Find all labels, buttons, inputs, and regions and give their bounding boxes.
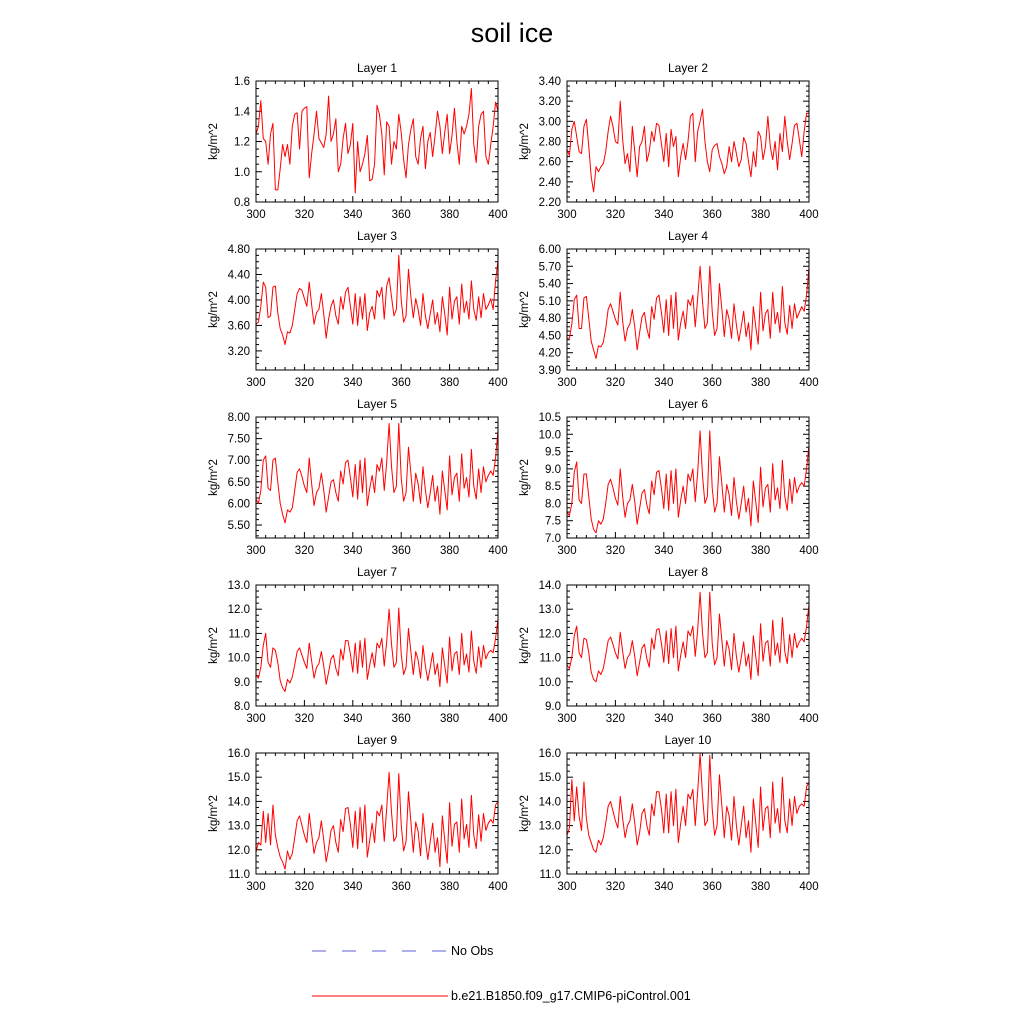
x-tick-label: 340 bbox=[343, 881, 363, 893]
y-tick-label: 7.5 bbox=[545, 515, 561, 528]
plot-frame bbox=[256, 81, 498, 202]
y-tick-label: 12.0 bbox=[227, 604, 250, 617]
y-tick-label: 11.0 bbox=[228, 869, 250, 881]
y-tick-label: 10.5 bbox=[538, 412, 561, 424]
y-tick-label: 3.00 bbox=[538, 116, 561, 129]
x-tick-label: 360 bbox=[702, 545, 722, 557]
x-tick-label: 340 bbox=[654, 377, 674, 389]
x-tick-label: 400 bbox=[488, 713, 508, 725]
y-tick-label: 1.2 bbox=[234, 136, 250, 149]
x-tick-label: 300 bbox=[246, 545, 266, 557]
x-tick-label: 300 bbox=[557, 881, 577, 893]
x-tick-label: 300 bbox=[246, 713, 266, 725]
y-tick-label: 4.80 bbox=[227, 244, 250, 256]
x-tick-label: 380 bbox=[751, 545, 771, 557]
x-tick-label: 300 bbox=[557, 545, 577, 557]
x-tick-label: 320 bbox=[605, 377, 625, 389]
x-tick-label: 360 bbox=[702, 713, 722, 725]
panel-title: Layer 5 bbox=[356, 397, 398, 411]
series-line bbox=[256, 423, 498, 522]
panel-title: Layer 3 bbox=[356, 229, 398, 243]
y-axis-label: kg/m^2 bbox=[208, 459, 220, 496]
panel-title: Layer 6 bbox=[667, 397, 709, 411]
plot-frame bbox=[567, 249, 809, 370]
panel-3 bbox=[208, 229, 508, 389]
y-tick-label: 11.0 bbox=[539, 869, 561, 881]
x-tick-label: 340 bbox=[343, 713, 363, 725]
legend-label-model: b.e21.B1850.f09_g17.CMIP6-piControl.001 bbox=[451, 989, 691, 1003]
y-tick-label: 14.0 bbox=[227, 796, 250, 809]
panel-4 bbox=[519, 229, 819, 389]
legend-label-no-obs: No Obs bbox=[451, 944, 494, 958]
x-tick-label: 360 bbox=[702, 209, 722, 221]
x-tick-label: 320 bbox=[294, 377, 314, 389]
y-tick-label: 3.40 bbox=[538, 76, 561, 88]
y-tick-label: 9.5 bbox=[545, 446, 561, 459]
panel-title: Layer 9 bbox=[356, 733, 398, 747]
panel-title: Layer 2 bbox=[667, 61, 709, 75]
y-tick-label: 4.50 bbox=[538, 330, 561, 343]
series-line bbox=[567, 266, 809, 358]
x-tick-label: 400 bbox=[799, 209, 819, 221]
x-tick-label: 380 bbox=[751, 713, 771, 725]
panel-7 bbox=[208, 565, 508, 725]
y-axis-label: kg/m^2 bbox=[519, 795, 531, 832]
x-tick-label: 400 bbox=[488, 377, 508, 389]
x-tick-label: 380 bbox=[751, 209, 771, 221]
x-tick-label: 360 bbox=[391, 209, 411, 221]
x-tick-label: 320 bbox=[294, 713, 314, 725]
x-tick-label: 400 bbox=[488, 881, 508, 893]
plot-frame bbox=[567, 585, 809, 706]
y-axis-label: kg/m^2 bbox=[519, 123, 531, 160]
y-tick-label: 4.20 bbox=[538, 347, 561, 360]
y-tick-label: 5.10 bbox=[538, 295, 561, 308]
panel-2 bbox=[519, 61, 819, 221]
y-tick-label: 4.80 bbox=[538, 313, 561, 326]
plot-frame bbox=[567, 753, 809, 874]
panel-title: Layer 10 bbox=[664, 733, 712, 747]
y-tick-label: 11.0 bbox=[228, 628, 250, 641]
x-tick-label: 320 bbox=[294, 545, 314, 557]
y-tick-label: 14.0 bbox=[538, 796, 561, 809]
y-tick-label: 3.20 bbox=[538, 96, 561, 109]
y-axis-label: kg/m^2 bbox=[208, 123, 220, 160]
y-tick-label: 8.0 bbox=[545, 498, 561, 511]
y-axis-label: kg/m^2 bbox=[208, 795, 220, 832]
y-tick-label: 3.90 bbox=[538, 365, 561, 377]
x-tick-label: 320 bbox=[605, 713, 625, 725]
x-tick-label: 300 bbox=[557, 377, 577, 389]
panel-5 bbox=[208, 397, 508, 557]
x-tick-label: 360 bbox=[702, 881, 722, 893]
y-tick-label: 0.8 bbox=[234, 197, 250, 209]
panel-title: Layer 8 bbox=[667, 565, 709, 579]
y-tick-label: 10.0 bbox=[227, 652, 250, 665]
x-tick-label: 380 bbox=[440, 881, 460, 893]
panel-title: Layer 7 bbox=[356, 565, 398, 579]
y-tick-label: 4.00 bbox=[227, 294, 250, 307]
y-axis-label: kg/m^2 bbox=[519, 459, 531, 496]
y-tick-label: 1.6 bbox=[234, 76, 250, 88]
y-tick-label: 9.0 bbox=[545, 463, 561, 476]
x-tick-label: 360 bbox=[391, 545, 411, 557]
x-tick-label: 320 bbox=[294, 209, 314, 221]
x-tick-label: 340 bbox=[654, 881, 674, 893]
x-tick-label: 300 bbox=[557, 713, 577, 725]
series-line bbox=[256, 608, 498, 691]
x-tick-label: 340 bbox=[654, 713, 674, 725]
y-tick-label: 9.0 bbox=[234, 676, 250, 689]
x-tick-label: 400 bbox=[488, 209, 508, 221]
x-tick-label: 320 bbox=[605, 881, 625, 893]
x-tick-label: 360 bbox=[391, 713, 411, 725]
x-tick-label: 320 bbox=[605, 545, 625, 557]
x-tick-label: 340 bbox=[654, 209, 674, 221]
y-tick-label: 5.40 bbox=[538, 278, 561, 291]
x-tick-label: 300 bbox=[246, 209, 266, 221]
series-line bbox=[567, 431, 809, 533]
x-tick-label: 300 bbox=[557, 209, 577, 221]
x-tick-label: 320 bbox=[605, 209, 625, 221]
series-line bbox=[256, 89, 498, 193]
series-line bbox=[567, 101, 809, 192]
y-axis-label: kg/m^2 bbox=[208, 291, 220, 328]
y-tick-label: 13.0 bbox=[227, 820, 250, 833]
x-tick-label: 400 bbox=[799, 377, 819, 389]
y-tick-label: 2.80 bbox=[538, 136, 561, 149]
y-axis-label: kg/m^2 bbox=[519, 291, 531, 328]
plot-frame bbox=[256, 417, 498, 538]
y-tick-label: 14.0 bbox=[538, 580, 561, 592]
y-tick-label: 13.0 bbox=[227, 580, 250, 592]
y-tick-label: 15.0 bbox=[227, 772, 250, 785]
x-tick-label: 340 bbox=[654, 545, 674, 557]
y-tick-label: 6.00 bbox=[227, 498, 250, 511]
y-tick-label: 16.0 bbox=[227, 748, 250, 760]
panel-1 bbox=[208, 61, 508, 221]
panels bbox=[208, 61, 819, 893]
y-tick-label: 5.70 bbox=[538, 261, 561, 274]
series-line bbox=[256, 772, 498, 869]
x-tick-label: 380 bbox=[440, 713, 460, 725]
y-tick-label: 12.0 bbox=[538, 628, 561, 641]
y-tick-label: 2.20 bbox=[538, 197, 561, 209]
x-tick-label: 400 bbox=[488, 545, 508, 557]
panel-10 bbox=[519, 733, 819, 893]
y-tick-label: 11.0 bbox=[539, 652, 561, 665]
x-tick-label: 380 bbox=[751, 881, 771, 893]
y-tick-label: 10.0 bbox=[538, 676, 561, 689]
series-line bbox=[256, 255, 498, 344]
x-tick-label: 340 bbox=[343, 545, 363, 557]
x-tick-label: 340 bbox=[343, 377, 363, 389]
panel-8 bbox=[519, 565, 819, 725]
x-tick-label: 360 bbox=[702, 377, 722, 389]
y-tick-label: 3.60 bbox=[227, 320, 250, 333]
y-tick-label: 10.0 bbox=[538, 429, 561, 442]
y-tick-label: 1.4 bbox=[234, 106, 250, 119]
plot-frame bbox=[256, 249, 498, 370]
y-tick-label: 7.50 bbox=[227, 433, 250, 446]
x-tick-label: 380 bbox=[751, 377, 771, 389]
panel-title: Layer 4 bbox=[667, 229, 709, 243]
main-title: soil ice bbox=[470, 18, 554, 48]
y-tick-label: 8.0 bbox=[234, 701, 250, 713]
y-tick-label: 9.0 bbox=[545, 701, 561, 713]
legend bbox=[312, 944, 691, 1003]
x-tick-label: 300 bbox=[246, 881, 266, 893]
series-line bbox=[567, 753, 809, 852]
y-tick-label: 2.40 bbox=[538, 176, 561, 189]
y-tick-label: 3.20 bbox=[227, 345, 250, 358]
x-tick-label: 360 bbox=[391, 377, 411, 389]
y-tick-label: 13.0 bbox=[538, 604, 561, 617]
y-tick-label: 1.0 bbox=[234, 166, 250, 179]
x-tick-label: 380 bbox=[440, 377, 460, 389]
y-tick-label: 7.00 bbox=[227, 455, 250, 468]
y-tick-label: 12.0 bbox=[227, 844, 250, 857]
y-tick-label: 5.50 bbox=[227, 520, 250, 533]
panel-6 bbox=[519, 397, 819, 557]
y-tick-label: 8.5 bbox=[545, 481, 561, 494]
x-tick-label: 400 bbox=[799, 881, 819, 893]
x-tick-label: 380 bbox=[440, 545, 460, 557]
series-line bbox=[567, 592, 809, 682]
y-tick-label: 16.0 bbox=[538, 748, 561, 760]
y-axis-label: kg/m^2 bbox=[208, 627, 220, 664]
y-tick-label: 6.00 bbox=[538, 244, 561, 256]
y-axis-label: kg/m^2 bbox=[519, 627, 531, 664]
y-tick-label: 6.50 bbox=[227, 476, 250, 489]
x-tick-label: 300 bbox=[246, 377, 266, 389]
x-tick-label: 320 bbox=[294, 881, 314, 893]
panel-title: Layer 1 bbox=[356, 61, 398, 75]
y-tick-label: 8.00 bbox=[227, 412, 250, 424]
panel-9 bbox=[208, 733, 508, 893]
x-tick-label: 380 bbox=[440, 209, 460, 221]
x-tick-label: 400 bbox=[799, 545, 819, 557]
y-tick-label: 7.0 bbox=[545, 533, 561, 545]
x-tick-label: 360 bbox=[391, 881, 411, 893]
y-tick-label: 4.40 bbox=[227, 269, 250, 282]
y-tick-label: 15.0 bbox=[538, 772, 561, 785]
y-tick-label: 2.60 bbox=[538, 156, 561, 169]
y-tick-label: 13.0 bbox=[538, 820, 561, 833]
x-tick-label: 340 bbox=[343, 209, 363, 221]
y-tick-label: 12.0 bbox=[538, 844, 561, 857]
x-tick-label: 400 bbox=[799, 713, 819, 725]
